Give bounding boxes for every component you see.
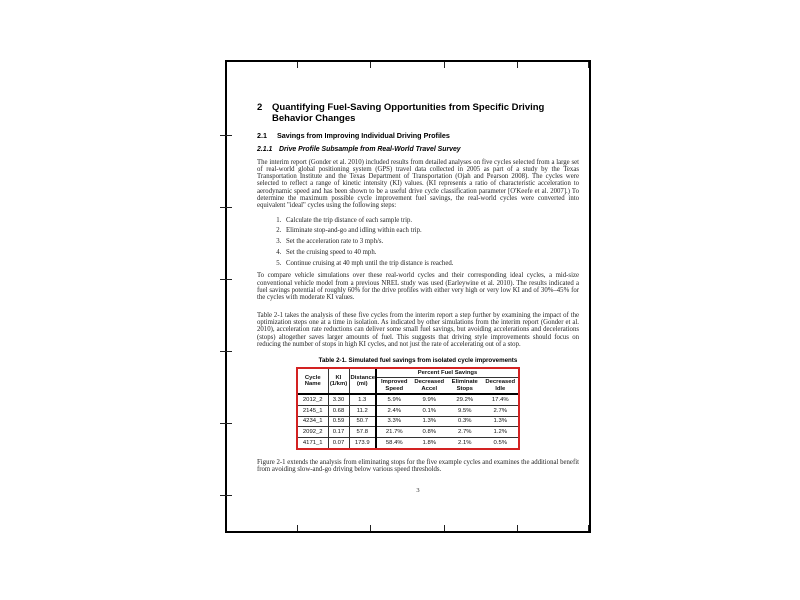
section-number: 2 — [257, 102, 263, 113]
list-item: 4. Set the cruising speed to 40 mph. — [283, 249, 579, 256]
subsection-title: Savings from Improving Individual Driving Profiles — [277, 131, 450, 140]
table-cell: 3.30 — [328, 394, 349, 405]
table-row — [298, 416, 518, 427]
table-subheader-cell: Eliminate Stops — [447, 378, 483, 394]
table-cell: 3.3% — [376, 416, 412, 427]
table-cell: 0.07 — [328, 438, 349, 448]
table-header-cell: KI (1/km) — [328, 369, 349, 394]
subsubsection-title: Drive Profile Subsample from Real-World Travel Survey — [279, 145, 461, 153]
table-red-highlight-box — [296, 367, 520, 450]
table-cell: 0.5% — [483, 438, 519, 448]
subsubsection-number: 2.1.1 — [257, 145, 273, 153]
section-title: Quantifying Fuel-Saving Opportunities from Specific Driving Behavior Changes — [272, 102, 545, 124]
table-cell: 21.7% — [376, 427, 412, 438]
table-cell: 2.7% — [483, 405, 519, 416]
table-cell: 0.68 — [328, 405, 349, 416]
tick-mark — [370, 62, 371, 68]
tick-mark — [444, 62, 445, 68]
tick-mark — [517, 62, 518, 68]
table-cell: 50.7 — [349, 416, 376, 427]
tick-mark — [220, 351, 232, 352]
table-caption: Table 2-1. Simulated fuel savings from isolated cycle improvements — [318, 357, 518, 365]
list-item: 2. Eliminate stop-and-go and idling within each trip. — [283, 227, 579, 234]
table-cell: 4171_1 — [298, 438, 328, 448]
table-cell: 29.2% — [447, 394, 483, 405]
subsubsection-heading — [257, 146, 579, 154]
table-cell: 9.5% — [447, 405, 483, 416]
table-cell: 0.3% — [447, 416, 483, 427]
table-cell: 11.2 — [349, 405, 376, 416]
table-cell: 4234_1 — [298, 416, 328, 427]
table-group-header: Percent Fuel Savings — [376, 369, 518, 378]
table-cell: 1.3% — [412, 416, 448, 427]
page-number: 3 — [416, 486, 420, 494]
page-content — [257, 102, 579, 494]
fuel-savings-table — [298, 369, 518, 448]
table-row — [298, 394, 518, 405]
tick-mark — [220, 495, 232, 496]
table-cell: 58.4% — [376, 438, 412, 448]
tick-mark — [220, 279, 232, 280]
table-cell: 2.4% — [376, 405, 412, 416]
list-item: 5. Continue cruising at 40 mph until the trip distance is reached. — [283, 260, 579, 267]
table-cell: 0.8% — [412, 427, 448, 438]
table-cell: 1.2% — [483, 427, 519, 438]
tick-mark — [588, 62, 589, 68]
tick-mark — [220, 207, 232, 208]
table-row — [298, 405, 518, 416]
table-cell: 1.3% — [483, 416, 519, 427]
table-cell: 2145_1 — [298, 405, 328, 416]
tick-mark — [297, 525, 298, 531]
ideal-cycle-steps-list — [283, 217, 579, 268]
table-header-cell: Cycle Name — [298, 369, 328, 394]
paragraph-simulation: To compare vehicle simulations over these real-world cycles and their corresponding ideal cycles, a mid-size conventional vehicle model from a previous NREL study was used (Earleywine et al. 2010). The results indicated a fuel savings potential of roughly 60% for the drive profiles with either very high or very low KI and of 30%–45% for the cycles with moderate KI values. — [257, 272, 579, 302]
table-subheader-cell: Decreased Idle — [483, 378, 519, 394]
table-cell: 2.1% — [447, 438, 483, 448]
table-row — [298, 427, 518, 438]
table-cell: 17.4% — [483, 394, 519, 405]
tick-mark — [444, 525, 445, 531]
table-cell: 0.59 — [328, 416, 349, 427]
table-cell: 173.9 — [349, 438, 376, 448]
table-subheader-cell: Decreased Accel — [412, 378, 448, 394]
section-heading — [257, 102, 579, 124]
tick-mark — [297, 62, 298, 68]
table-row — [298, 438, 518, 448]
table-cell: 9.9% — [412, 394, 448, 405]
table-subheader-cell: Improved Speed — [376, 378, 412, 394]
paragraph-table-discussion: Table 2-1 takes the analysis of these five cycles from the interim report a step further by examining the impact of the optimization steps one at a time in isolation. As indicated by other simulations from the interim report (Gonder et al. 2010), acceleration rate reductions can deliver some small fuel savings, but avoiding accelerations and decelerations (stops) altogether saves larger amounts of fuel. This suggests that driving style improvements should focus on reducing the number of stops in high KI cycles, and not just the rate of accelerating out of a stop. — [257, 311, 579, 348]
table-cell: 0.1% — [412, 405, 448, 416]
table-cell: 2012_2 — [298, 394, 328, 405]
table-cell: 2.7% — [447, 427, 483, 438]
tick-mark — [588, 525, 589, 531]
table-cell: 5.9% — [376, 394, 412, 405]
table-cell: 1.8% — [412, 438, 448, 448]
list-item: 3. Set the acceleration rate to 3 mph/s. — [283, 238, 579, 245]
tick-mark — [220, 135, 232, 136]
tick-mark — [517, 525, 518, 531]
tick-mark — [220, 423, 232, 424]
subsection-heading — [257, 132, 579, 141]
tick-mark — [370, 525, 371, 531]
table-cell: 57.8 — [349, 427, 376, 438]
document-page — [225, 60, 591, 533]
paragraph-intro: The interim report (Gonder et al. 2010) included results from detailed analyses on five cycles selected from a large set of real-world global positioning system (GPS) travel data collected in 2005 as part of a study by the Texas Transportation Institute and the Texas Department of Transportation (Ojah and Pearson 2008). The cycles were selected to reflect a range of kinetic intensity (KI) values. (KI represents a ratio of characteristic acceleration to aerodynamic speed and has been shown to be a useful drive cycle classification parameter [O'Keefe et al. 2007].) To determine the maximum possible cycle improvement fuel savings, the real-world cycles were converted into equivalent "ideal" cycles using the following steps: — [257, 158, 579, 210]
subsection-number: 2.1 — [257, 131, 267, 140]
table-cell: 0.17 — [328, 427, 349, 438]
list-item: 1. Calculate the trip distance of each sample trip. — [283, 217, 579, 224]
table-cell: 2092_2 — [298, 427, 328, 438]
table-header-cell: Distance (mi) — [349, 369, 376, 394]
paragraph-figure-ref: Figure 2-1 extends the analysis from eliminating stops for the five example cycles and examines the additional benefit from avoiding slow-and-go driving below various speed thresholds. — [257, 458, 579, 474]
table-cell: 1.3 — [349, 394, 376, 405]
